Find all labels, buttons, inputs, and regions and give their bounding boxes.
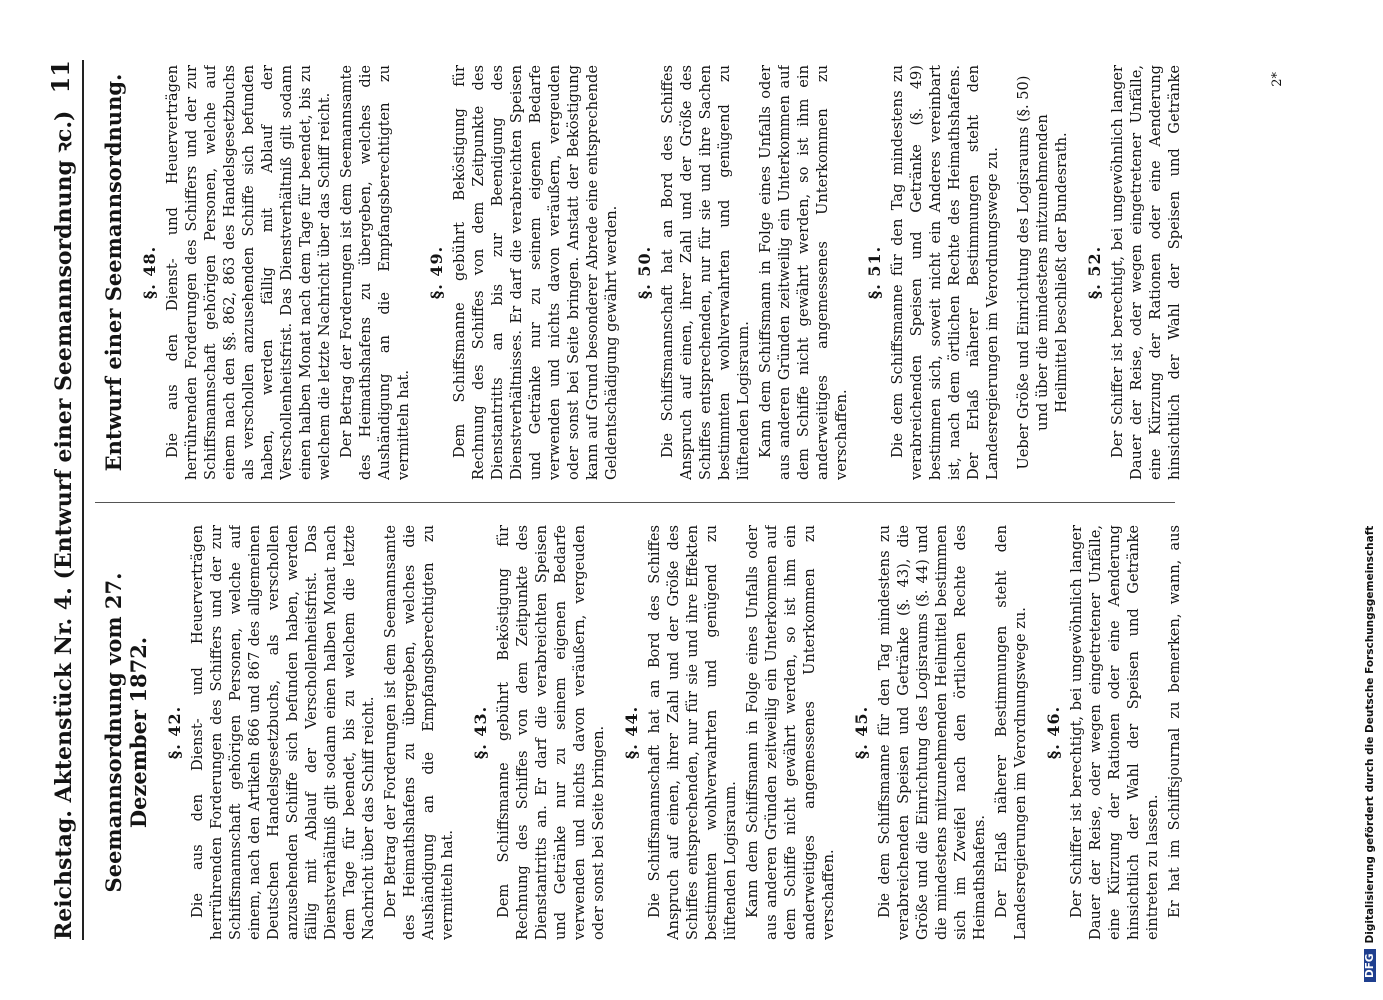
section-paragraph: Die dem Schiffsmanne für den Tag mindestens zu verabreichenden Speisen und Getränke (§. 49) bestimmen sich, soweit nicht ein Anderes vereinbart ist, nach dem örtlichen Rechte des Heimathshafens. Der Erlaß näherer Bestimmungen steht den Landesregierungen im Verordnungswege zu. [889,65,1001,480]
section-paragraph: Dem Schiffsmanne gebührt Beköstigung für Rechnung des Schiffes von dem Zeitpunkte des Dienstantritts an. Er darf die verabreichten Speisen und Getränke nur zu seinem eigenen Bedarfe verwenden und nichts davon veräußern, vergeuden oder sonst bei Seite bringen. [495,525,607,940]
signature-mark: 2* [1270,72,1285,87]
section-paragraph: Die aus den Dienst- und Heuerverträgen herrührenden Forderungen des Schiffers und der zur Schiffsmannschaft gehörigen Personen, welche auf einem nach den §§. 862, 863 des Handelsgesetzbuchs als verschollen anzusehenden Schiffe sich befunden haben, werden fällig mit Ablauf der Verschollenheitsfrist. Das Dienstverhältniß gilt sodann einen halben Monat nach dem Tage für beendet, bis zu welchem die letzte Nachricht über das Schiff reicht. [164,65,333,480]
section-heading: §. 44. [622,705,641,760]
section-subnote: Ueber Größe und Einrichtung des Logisraums (§. 50) und über die mindestens mitzunehmenden Heilmittel beschließt der Bundesrath. [1015,75,1070,470]
section-paragraph: Dem Schiffsmanne gebührt Beköstigung für Rechnung des Schiffes von dem Zeitpunkte des Dienstantritts an bis zur Beendigung des Dienstverhältnisses. Er darf die verabreichten Speisen und Getränke nur zu seinem eigenen Bedarfe verwenden und nichts davon veräußern, vergeuden oder sonst bei Seite bringen. Anstatt der Beköstigung kann auf Grund besonderer Abrede eine entsprechende Geldentschädigung gewährt werden. [451,65,620,480]
credit-text: Digitalisierung gefördert durch die Deutsche Forschungsgemeinschaft [1364,525,1376,944]
section-heading: §. 49. [427,245,446,300]
running-head-title: Reichstag. Aktenstück Nr. 4. (Entwurf einer Seemannsordnung ꝛc.) [51,110,77,940]
digitization-credit [1364,8,1382,992]
right-column-title: Entwurf einer Seemannsordnung. [101,73,126,472]
section-paragraph: Die aus den Dienst- und Heuerverträgen herrührenden Forderungen des Schiffers und der zur Schiffsmannschaft gehörigen Personen, welche auf einem, nach den Artikeln 866 und 867 des allgemeinen Deutschen Handelsgesetzbuchs, als verschollen anzusehenden Schiffe sich befunden haben, werden fällig mit Ablauf der Verschollenheitsfrist. Das Dienstverhältniß gilt sodann einen halben Monat nach dem Tage für beendet, bis zu welchem die letzte Nachricht über das Schiff reicht. [189,525,377,940]
section-paragraph: Der Erlaß näherer Bestimmungen steht den Landesregierungen im Verordnungswege zu. [993,525,1029,940]
section-paragraph: Der Betrag der Forderungen ist dem Seemannsamte des Heimathshafens zu übergeben, welches die Aushändigung an die Empfangsberechtigten zu vermitteln hat. [338,65,412,480]
page-number: 11 [46,60,75,94]
section-paragraph: Der Schiffer ist berechtigt, bei ungewöhnlich langer Dauer der Reise, oder wegen eingetretener Unfälle, eine Kürzung der Rationen oder eine Aenderung hinsichtlich der Wahl der Speisen und Getränke eintreten zu lassen. [1068,525,1161,940]
left-column-1872 [95,525,1185,940]
section-heading: §. 50. [635,245,654,300]
running-head [44,60,84,940]
section-paragraph: Der Schiffer ist berechtigt, bei ungewöhnlich langer Dauer der Reise, oder wegen eingetretener Unfälle, eine Kürzung der Rationen oder eine Aenderung hinsichtlich der Wahl der Speisen und Getränke [1109,65,1183,480]
right-column-sections [140,65,1185,480]
section-heading: §. 43. [471,705,490,760]
dfg-badge: DFG [1364,949,1376,982]
left-column-title: Seemannsordnung vom 27. Dezember 1872. [101,572,151,893]
section-paragraph: Die dem Schiffsmanne für den Tag mindestens zu verabreichenden Speisen und Getränke (§. 43), die Größe und die Einrichtung des Logisraums (§. 44) und die mindestens mitzunehmenden Heilmittel bestimmen sich im Zweifel nach den örtlichen Rechte des Heimathshafens. [876,525,988,940]
section-paragraph: Kann dem Schiffsmann in Folge eines Unfalls oder aus anderen Gründen zeitweilig ein Unterkommen auf dem Schiffe nicht gewährt werden, so ist ihm ein anderweitiges angemessenes Unterkommen zu verschaffen. [744,525,837,940]
section-heading: §. 46. [1044,705,1063,760]
column-divider [95,502,1175,503]
section-paragraph: Die Schiffsmannschaft hat an Bord des Schiffes Anspruch auf einen, ihrer Zahl und der Größe des Schiffes entsprechenden, nur für sie und ihre Sachen bestimmten wohlverwahrten und genügend zu lüftenden Logisraum. [659,65,752,480]
section-heading: §. 48. [140,245,159,300]
left-column-sections [165,525,1185,940]
section-heading: §. 52. [1085,245,1104,300]
section-paragraph: Kann dem Schiffsmann in Folge eines Unfalls oder aus anderen Gründen zeitweilig ein Unterkommen auf dem Schiffe nicht gewährt werden, so ist ihm ein anderweitiges angemessenes Unterkommen zu verschaffen. [757,65,850,480]
section-paragraph: Die Schiffsmannschaft hat an Bord des Schiffes Anspruch auf einen, ihrer Zahl und der Größe des Schiffes entsprechenden, nur für sie und ihre Effekten bestimmten wohlverwahrten und genügend zu lüftenden Logisraum. [646,525,739,940]
section-paragraph: Er hat im Schiffsjournal zu bemerken, wann, aus [1166,525,1183,918]
section-paragraph: Der Betrag der Forderungen ist dem Seemannsamte des Heimathshafens zu übergeben, welches die Aushändigung an die Empfangsberechtigten zu vermitteln hat. [382,525,456,940]
section-heading: §. 51. [865,245,884,300]
credit-text-wrapper [1364,0,1382,992]
section-heading: §. 45. [852,705,871,760]
section-heading: §. 42. [165,705,184,760]
right-column-draft [95,65,1185,480]
